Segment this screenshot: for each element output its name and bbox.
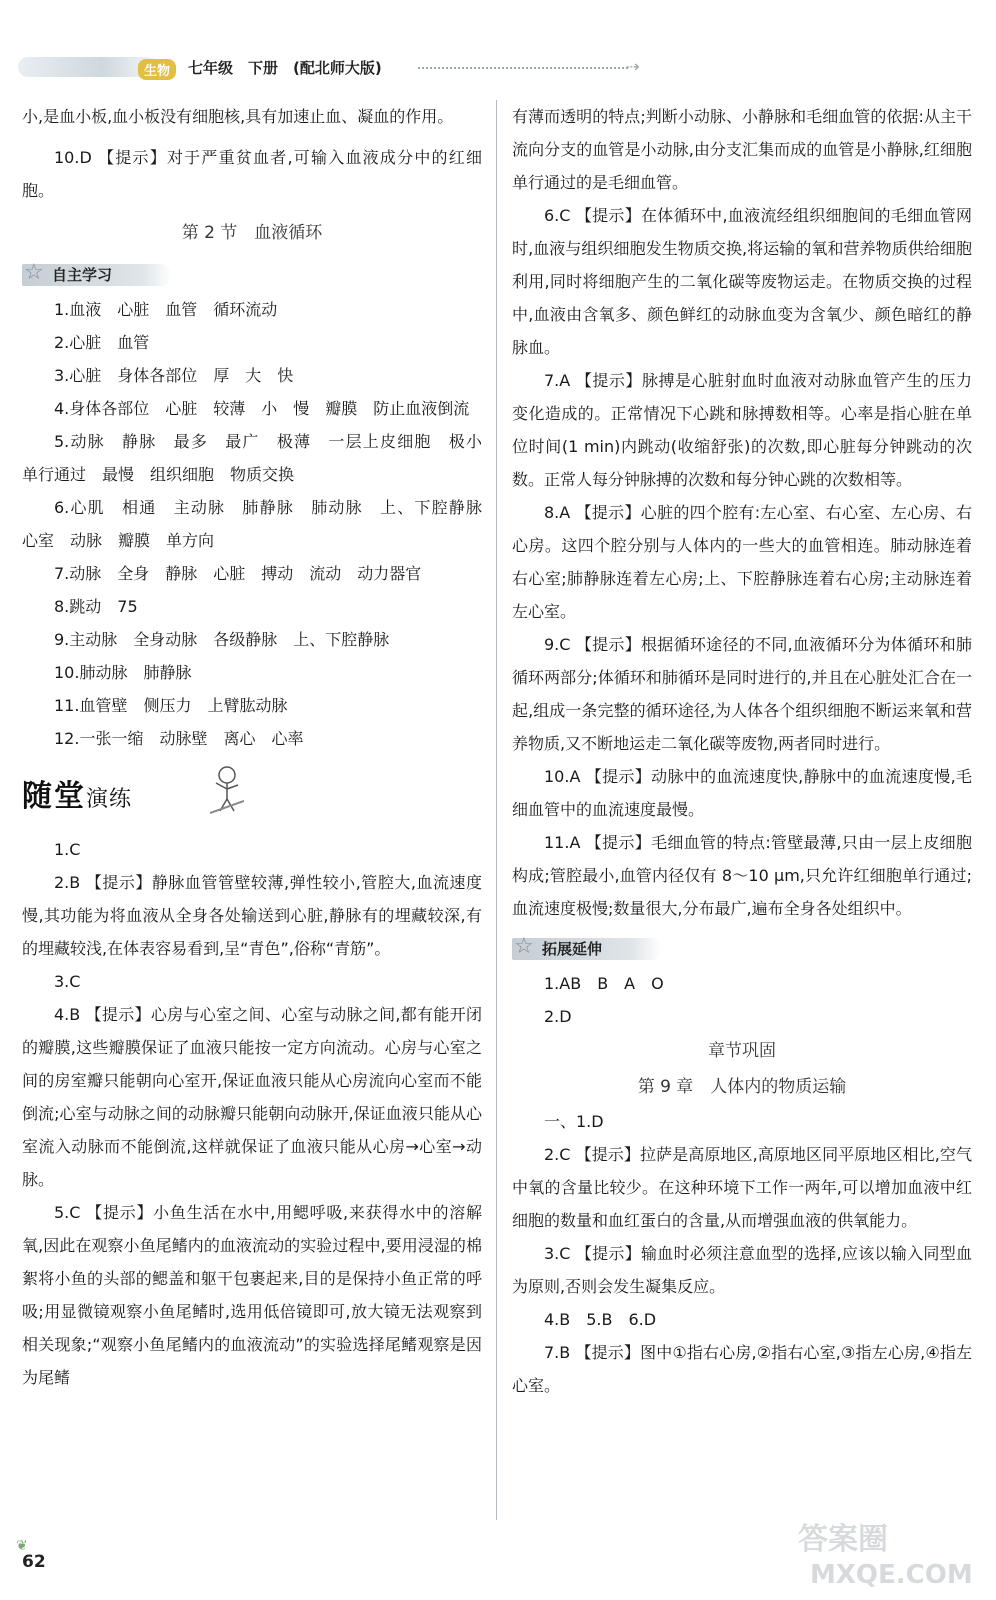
practice-answer: 9.C 【提示】根据循环途径的不同,血液循环分为体循环和肺循环两部分;体循环和肺循环是同时进行的,并且在心脏处汇合在一起,组成一条完整的循环途径,为人体各个组织细胞不断运来氧和营养物质,又不断地运走二氧化碳等废物,两者同时进行。	[512, 635, 972, 753]
self-study-answer: 10.肺动脉 肺静脉	[54, 663, 192, 682]
chapter-title: 第 9 章 人体内的物质运输	[637, 1077, 847, 1097]
review-answer: 2.C 【提示】拉萨是高原地区,高原地区同平原地区相比,空气中氧的含量比较少。在这种环境下工作一两年,可以增加血液中红细胞的数量和血红蛋白的含量,从而增强血液的供氧能力。	[512, 1145, 972, 1230]
practice-answer: 11.A 【提示】毛细血管的特点:管壁最薄,只由一层上皮细胞构成;管腔最小,血管内径仅有 8～10 μm,只允许红细胞单行通过;血流速度极慢;数量很大,分布最广,遍布全身各处组织中。	[512, 833, 972, 918]
extend-answer: 2.D	[544, 1007, 572, 1026]
practice-answer: 1.C	[54, 840, 81, 859]
self-study-answer: 5.动脉 静脉 最多 最广 极薄 一层上皮细胞 极小 单行通过 最慢 组织细胞 物质交换	[22, 432, 499, 484]
extend-answer: 1.AB B A O	[544, 974, 664, 993]
self-study-answer: 11.血管壁 侧压力 上臂肱动脉	[54, 696, 288, 715]
watermark-logo	[790, 1515, 980, 1591]
self-study-answer: 12.一张一缩 动脉壁 离心 心率	[54, 729, 304, 748]
page-header	[18, 45, 638, 85]
leaf-icon: ❦	[16, 1538, 28, 1554]
review-answer: 7.B 【提示】图中①指右心房,②指右心室,③指左心房,④指左心室。	[512, 1343, 972, 1395]
extend-heading	[512, 935, 972, 961]
practice-answer: 10.A 【提示】动脉中的血流速度快,静脉中的血流速度慢,毛细血管中的血流速度最慢。	[512, 767, 972, 819]
subject-badge: 生物	[138, 59, 176, 80]
watermark-text: 答案圈	[798, 1522, 888, 1557]
page-number-text: 62	[22, 1552, 46, 1572]
book-title: 七年级 下册 (配北师大版)	[188, 59, 382, 77]
star-icon: ☆	[514, 934, 534, 959]
answer-10: 10.D 【提示】对于严重贫血者,可输入血液成分中的红细胞。	[22, 148, 482, 200]
continued-text: 有薄而透明的特点;判断小动脉、小静脉和毛细血管的依据:从主干流向分支的血管是小动脉,由分支汇集而成的血管是小静脉,红细胞单行通过的是毛细血管。	[512, 107, 972, 192]
page-number	[16, 1538, 46, 1572]
self-study-label: 自主学习	[52, 266, 113, 284]
extend-label: 拓展延伸	[542, 940, 603, 958]
practice-answer: 2.B 【提示】静脉血管管壁较薄,弹性较小,管腔大,血流速度慢,其功能为将血液从全身各处输送到心脏,静脉有的埋藏较深,有的埋藏较浅,在体表容易看到,呈“青色”,俗称“青筋”。	[22, 873, 482, 958]
practice-title-sub: 演练	[86, 787, 133, 812]
practice-answer: 6.C 【提示】在体循环中,血液流经组织细胞间的毛细血管网时,血液与组织细胞发生物质交换,将运输的氧和营养物质供给细胞利用,同时将细胞产生的二氧化碳等废物运走。在物质交换的过程中,血液由含氧多、颜色鲜红的动脉血变为含氧少、颜色暗红的静脉血。	[512, 206, 972, 357]
self-study-answer: 3.心脏 身体各部位 厚 大 快	[54, 366, 294, 385]
cartoon-kid-icon	[210, 765, 244, 815]
self-study-answer: 7.动脉 全身 静脉 心脏 搏动 流动 动力器官	[54, 564, 422, 583]
self-study-answer: 6.心肌 相通 主动脉 肺静脉 肺动脉 上、下腔静脉 心室 动脉 瓣膜 单方向	[22, 498, 499, 550]
self-study-heading	[22, 261, 482, 287]
header-dotted-line	[418, 67, 628, 69]
continued-text: 小,是血小板,血小板没有细胞核,具有加速止血、凝血的作用。	[22, 107, 454, 126]
self-study-answer: 4.身体各部位 心脏 较薄 小 慢 瓣膜 防止血液倒流	[54, 399, 470, 418]
watermark-site: MXQE.COM	[810, 1560, 973, 1590]
practice-heading	[22, 771, 482, 819]
self-study-answer: 2.心脏 血管	[54, 333, 150, 352]
self-study-answer: 1.血液 心脏 血管 循环流动	[54, 300, 278, 319]
practice-answer: 4.B 【提示】心房与心室之间、心室与动脉之间,都有能开闭的瓣膜,这些瓣膜保证了血液只能按一定方向流动。心房与心室之间的房室瓣只能朝向心室开,保证血液只能从心房流向心室而不能倒流;心室与动脉之间的动脉瓣只能朝向动脉开,保证血液只能从心室流入动脉而不能倒流,这样就保证了血液只能从心房→心室→动脉。	[22, 1005, 482, 1189]
practice-title-main: 随堂	[22, 779, 86, 814]
review-answer: 3.C 【提示】输血时必须注意血型的选择,应该以输入同型血为原则,否则会发生凝集反应。	[512, 1244, 972, 1296]
right-column	[512, 100, 972, 1402]
self-study-answer: 8.跳动 75	[54, 597, 138, 616]
practice-answer: 3.C	[54, 972, 81, 991]
double-arrow-icon: ⇢	[626, 57, 640, 76]
left-column	[22, 100, 499, 1394]
chapter-review-title: 章节巩固	[708, 1041, 776, 1061]
section-title: 第 2 节 血液循环	[181, 223, 323, 243]
column-divider	[496, 100, 497, 1520]
practice-answer: 7.A 【提示】脉搏是心脏射血时血液对动脉血管产生的压力变化造成的。正常情况下心跳和脉搏数相等。心率是指心脏在单位时间(1 min)内跳动(收缩舒张)的次数,即心脏每分钟跳动的次数。正常人每分钟脉搏的次数和每分钟心跳的次数相等。	[512, 371, 972, 489]
header-decoration	[18, 57, 158, 77]
self-study-answer: 9.主动脉 全身动脉 各级静脉 上、下腔静脉	[54, 630, 390, 649]
review-answer: 4.B 5.B 6.D	[544, 1310, 657, 1329]
star-icon: ☆	[24, 260, 44, 285]
review-answer: 一、1.D	[544, 1112, 604, 1131]
practice-answer: 8.A 【提示】心脏的四个腔有:左心室、右心室、左心房、右心房。这四个腔分别与人体内的一些大的血管相连。肺动脉连着右心室;肺静脉连着左心房;上、下腔静脉连着右心房;主动脉连着左心室。	[512, 503, 972, 621]
practice-answer: 5.C 【提示】小鱼生活在水中,用鳃呼吸,来获得水中的溶解氧,因此在观察小鱼尾鳍内的血液流动的实验过程中,要用浸湿的棉絮将小鱼的头部的鳃盖和躯干包裹起来,目的是保持小鱼正常的呼吸;用显微镜观察小鱼尾鳍时,选用低倍镜即可,放大镜无法观察到相关现象;“观察小鱼尾鳍内的血液流动”的实验选择尾鳍观察是因为尾鳍	[22, 1203, 482, 1387]
